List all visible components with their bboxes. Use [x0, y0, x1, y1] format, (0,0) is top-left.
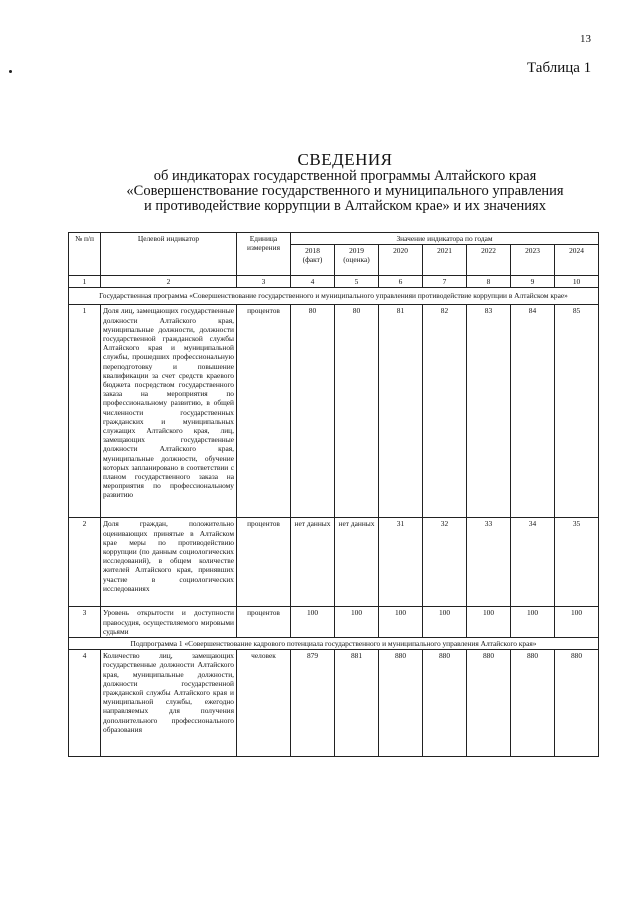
- row-value: 881: [335, 650, 379, 757]
- row-value: нет данных: [335, 518, 379, 607]
- row-value: 35: [555, 518, 599, 607]
- year-note: (факт): [302, 255, 323, 265]
- header-year-2021: [423, 245, 467, 276]
- row-indicator: Доля граждан, положительно оценивающих принятые в Алтайском крае меры по противодействию коррупции (по данным социологических исследований), в общем количестве жителей Алтайского края, принявших участие в социологических исследованиях: [101, 518, 237, 607]
- year-label: 2018: [305, 246, 320, 256]
- row-unit: человек: [237, 650, 291, 757]
- column-number: 6: [379, 276, 423, 288]
- row-indicator: Количество лиц, замещающих государственные должности Алтайского края, муниципальные должности, должности государственной гражданской службы Алтайского края и муниципальной службы, ежегодно направляемых для получения дополнительного профессионального образования: [101, 650, 237, 757]
- row-indicator: Уровень открытости и доступности правосудия, осуществляемого мировыми судьями: [101, 607, 237, 638]
- column-number: 2: [101, 276, 237, 288]
- column-number: 3: [237, 276, 291, 288]
- header-values-group: Значение индикатора по годам: [291, 233, 599, 245]
- table-row: [69, 305, 599, 518]
- row-value: 880: [467, 650, 511, 757]
- program-title: Государственная программа «Совершенствование государственного и муниципального управленияи противодействие коррупции в Алтайском крае»: [69, 288, 599, 305]
- title-line-2: «Совершенствование государственного и муниципального управления: [126, 183, 564, 199]
- row-value: 84: [511, 305, 555, 518]
- row-value: 85: [555, 305, 599, 518]
- row-value: 100: [379, 607, 423, 638]
- document-title: [90, 150, 600, 214]
- row-value: 100: [467, 607, 511, 638]
- subprogram-title-row: [69, 638, 599, 650]
- year-label: 2021: [437, 246, 452, 256]
- row-value: 32: [423, 518, 467, 607]
- column-number-row: [69, 276, 599, 288]
- year-label: 2019: [349, 246, 364, 256]
- table-label: Таблица 1: [527, 60, 592, 76]
- column-number: 9: [511, 276, 555, 288]
- column-number: 8: [467, 276, 511, 288]
- scan-speck: [9, 70, 12, 73]
- row-indicator: Доля лиц, замещающих государственные должности Алтайского края, муниципальные должности, должности государственной гражданской службы Алтайского края и муниципальной службы, прошедших профессиональную переподготовку и повышение квалификации за счет средств краевого бюджета посредством государственного заказа на мероприятия по профессиональному развитию, в общей численности государственных гражданских и муниципальных служащих Алтайского края, лиц, замещающих государственные должности Алтайского края, муниципальные должности, обучение которых запланировано в соответствии с планом государственного заказа на мероприятия по профессиональному развитию: [101, 305, 237, 518]
- row-value: 33: [467, 518, 511, 607]
- row-value: 34: [511, 518, 555, 607]
- year-note: (оценка): [343, 255, 370, 265]
- row-value: 879: [291, 650, 335, 757]
- header-year-2019: [335, 245, 379, 276]
- indicators-table: [68, 232, 599, 757]
- header-year-2018: [291, 245, 335, 276]
- table-row: [69, 650, 599, 757]
- row-value: 880: [511, 650, 555, 757]
- row-num: 3: [69, 607, 101, 638]
- header-year-2024: [555, 245, 599, 276]
- title-main: СВЕДЕНИЯ: [297, 150, 393, 169]
- row-value: 100: [423, 607, 467, 638]
- row-unit: процентов: [237, 518, 291, 607]
- year-label: 2024: [569, 246, 584, 256]
- header-num: № п/п: [69, 233, 101, 276]
- year-label: 2023: [525, 246, 540, 256]
- header-year-2020: [379, 245, 423, 276]
- title-line-3: и противодействие коррупции в Алтайском крае» и их значениях: [144, 198, 546, 214]
- subprogram-title: Подпрограмма 1 «Совершенствование кадрового потенциала государственного и муниципального управления Алтайского края»: [69, 638, 599, 650]
- table-row: [69, 518, 599, 607]
- row-num: 1: [69, 305, 101, 518]
- header-year-2022: [467, 245, 511, 276]
- column-number: 7: [423, 276, 467, 288]
- row-unit: процентов: [237, 305, 291, 518]
- column-number: 10: [555, 276, 599, 288]
- column-number: 1: [69, 276, 101, 288]
- row-value: 100: [291, 607, 335, 638]
- row-value: 31: [379, 518, 423, 607]
- row-value: 100: [335, 607, 379, 638]
- page-number: 13: [580, 33, 591, 45]
- column-number: 5: [335, 276, 379, 288]
- row-value: 880: [555, 650, 599, 757]
- row-value: 880: [379, 650, 423, 757]
- row-value: 100: [555, 607, 599, 638]
- column-number: 4: [291, 276, 335, 288]
- year-label: 2022: [481, 246, 496, 256]
- row-num: 2: [69, 518, 101, 607]
- program-title-row: [69, 288, 599, 305]
- row-value: 80: [335, 305, 379, 518]
- year-label: 2020: [393, 246, 408, 256]
- row-value: 880: [423, 650, 467, 757]
- header-year-2023: [511, 245, 555, 276]
- table-row: [69, 607, 599, 638]
- row-num: 4: [69, 650, 101, 757]
- row-value: 81: [379, 305, 423, 518]
- header-indicator: Целевой индикатор: [101, 233, 237, 276]
- row-value: 83: [467, 305, 511, 518]
- row-unit: процентов: [237, 607, 291, 638]
- row-value: 100: [511, 607, 555, 638]
- row-value: 82: [423, 305, 467, 518]
- row-value: нет данных: [291, 518, 335, 607]
- row-value: 80: [291, 305, 335, 518]
- title-line-1: об индикаторах государственной программы Алтайского края: [153, 168, 537, 184]
- header-unit: Единица измерения: [237, 233, 291, 276]
